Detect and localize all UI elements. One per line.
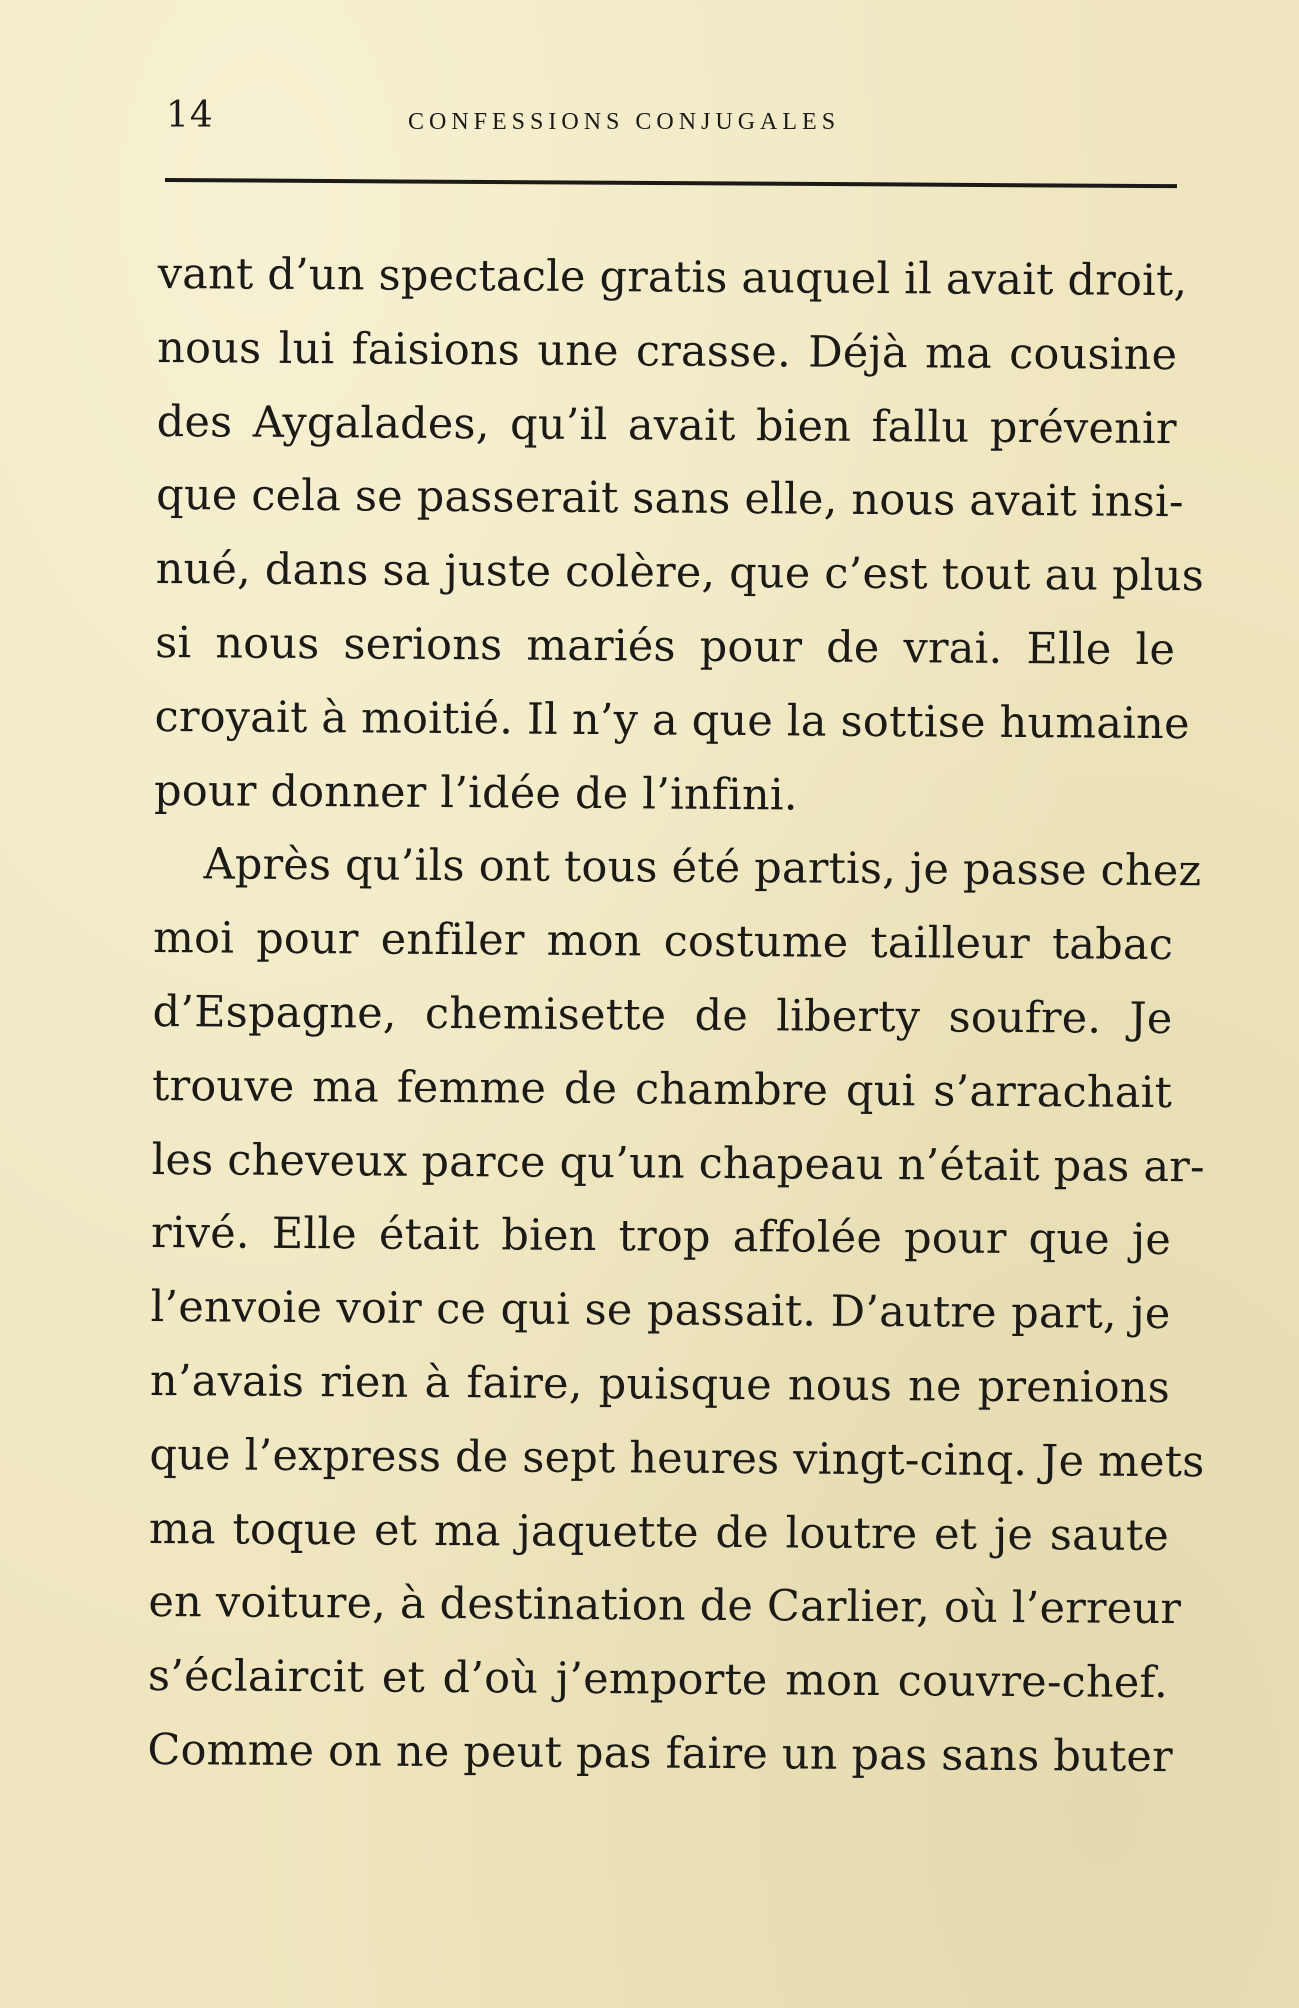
text-line: moi pour enfiler mon costume tailleur tabac — [152, 913, 1174, 971]
text-line: Comme on ne peut pas faire un pas sans buter — [147, 1724, 1173, 1783]
text-line: nué, dans sa juste colère, que c’est tout au plus — [155, 544, 1205, 602]
text-line: l’envoie voir ce qui se passait. D’autre part, je — [150, 1282, 1171, 1340]
running-head — [160, 95, 1180, 145]
text-line: nous lui faisions une crasse. Déjà ma cousine — [157, 322, 1178, 380]
text-line: pour donner l’idée de l’infini. — [153, 765, 798, 821]
text-line: s’éclaircit et d’où j’emporte mon couvre-chef. — [147, 1651, 1169, 1709]
text-line: d’Espagne, chemisette de liberty soufre. Je — [152, 986, 1173, 1045]
running-title: CONFESSIONS CONJUGALES — [408, 109, 841, 135]
text-line: si nous serions mariés pour de vrai. Elle le — [154, 617, 1176, 676]
text-line: que cela se passerait sans elle, nous avait insi- — [156, 470, 1184, 528]
header-rule — [165, 178, 1177, 188]
body-text — [147, 238, 1205, 1795]
page-number: 14 — [166, 95, 214, 136]
text-line: en voiture, à destination de Carlier, où l’erreur — [148, 1577, 1182, 1635]
text-line: croyait à moitié. Il n’y a que la sottise humaine — [154, 691, 1190, 749]
text-line: ma toque et ma jaquette de loutre et je saute — [148, 1503, 1170, 1561]
text-line: vant d’un spectacle gratis auquel il avait droit, — [157, 248, 1188, 307]
text-line: les cheveux parce qu’un chapeau n’était pas ar- — [151, 1134, 1205, 1192]
text-line: rivé. Elle était bien trop affolée pour que je — [150, 1208, 1172, 1266]
text-line: que l’express de sept heures vingt-cinq. Je mets — [149, 1429, 1205, 1488]
text-line: n’avais rien à faire, puisque nous ne prenions — [149, 1355, 1171, 1414]
text-line: des Aygalades, qu’il avait bien fallu prévenir — [156, 396, 1177, 454]
text-line: trouve ma femme de chambre qui s’arrachait — [151, 1060, 1173, 1118]
text-line: Après qu’ils ont tous été partis, je passe chez — [203, 839, 1202, 897]
